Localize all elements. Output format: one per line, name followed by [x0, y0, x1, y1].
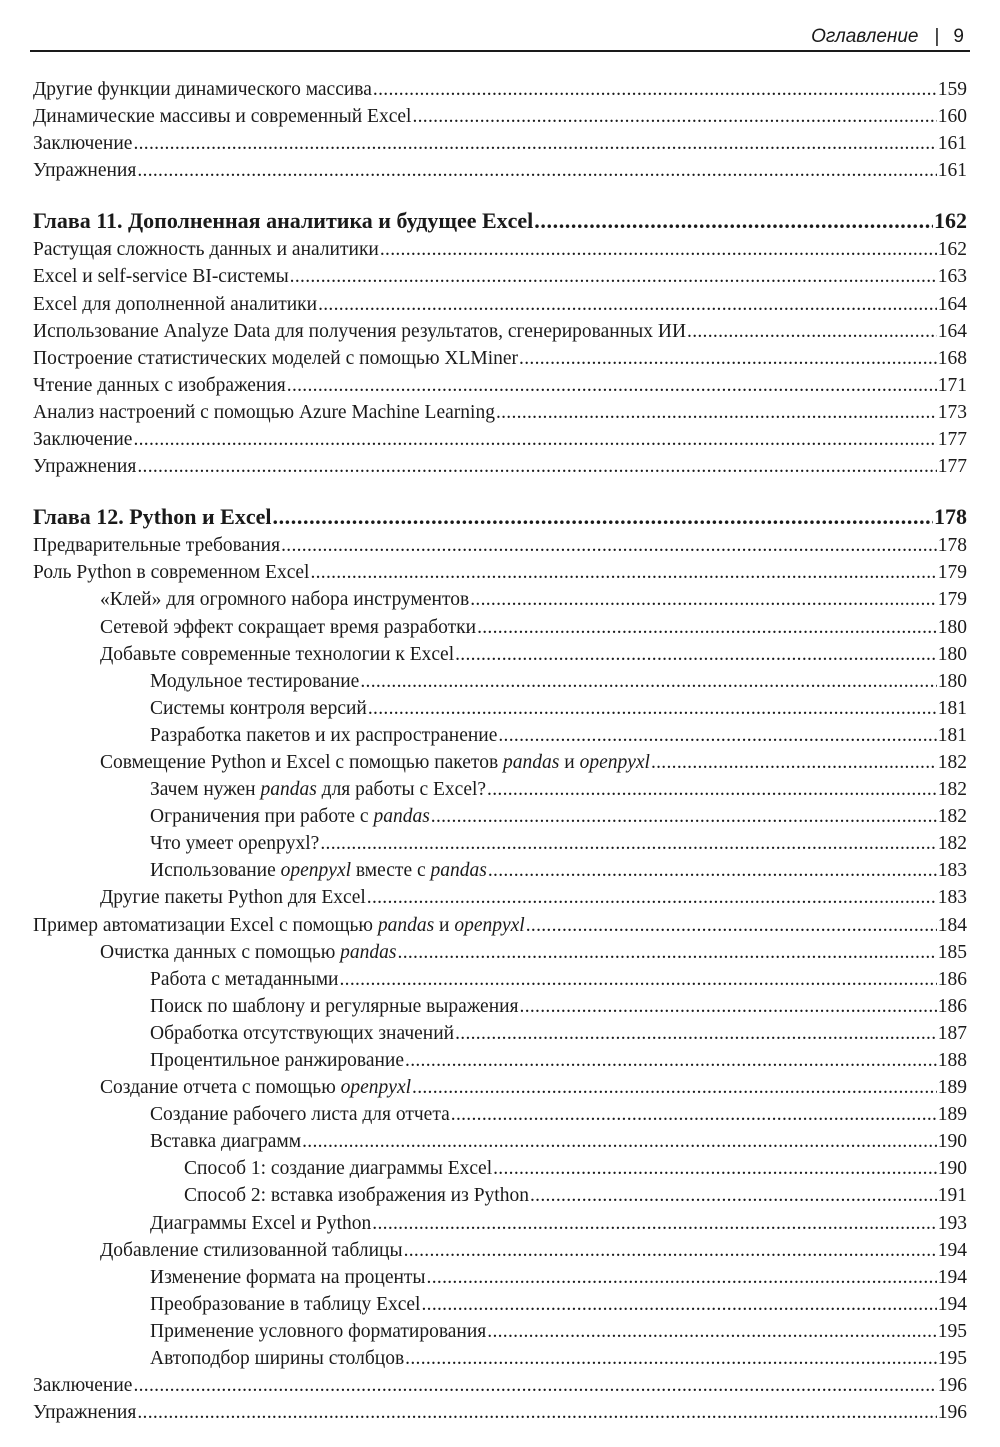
toc-entry[interactable] — [33, 884, 967, 911]
toc-title-italic-part: openpyxl — [340, 1077, 412, 1099]
toc-entry-title: Упражнения — [33, 1402, 137, 1424]
toc-entry-title: Создание рабочего листа для отчета — [150, 1104, 450, 1126]
toc-title-part: Зачем нужен — [150, 779, 261, 801]
toc-entry[interactable] — [33, 803, 967, 830]
toc-entry[interactable] — [33, 614, 967, 641]
toc-entry-title: Анализ настроений с помощью Azure Machine Learning — [33, 401, 495, 423]
toc-entry-page: 182 — [937, 833, 967, 855]
toc-entry[interactable] — [33, 318, 967, 345]
toc-entry-page: 164 — [937, 293, 967, 315]
toc-entry-title: Заключение — [33, 1375, 133, 1397]
toc-entry-page: 188 — [937, 1050, 967, 1071]
toc-entry[interactable] — [33, 641, 967, 668]
toc-entry-title: Применение условного форматирования — [150, 1320, 487, 1342]
dot-leader — [281, 532, 937, 559]
toc-title-italic-part: pandas — [503, 751, 560, 773]
toc-title-part: и — [559, 751, 580, 773]
dot-leader — [470, 586, 937, 613]
toc-entry[interactable] — [33, 1399, 967, 1426]
dot-leader — [487, 776, 937, 803]
toc-entry-title — [33, 912, 525, 939]
toc-entry-page: 159 — [937, 79, 967, 100]
toc-entry-page: 186 — [937, 995, 967, 1017]
page-number: 9 — [953, 26, 964, 47]
dot-leader — [519, 345, 937, 372]
toc-entry-page: 177 — [937, 429, 967, 451]
toc-entry-title: Сетевой эффект сокращает время разработки — [100, 616, 477, 638]
dot-leader — [339, 966, 936, 993]
toc-entry[interactable] — [33, 103, 967, 130]
toc-entry-page: 190 — [937, 1131, 967, 1153]
toc-entry[interactable] — [33, 1291, 967, 1318]
dot-leader — [451, 1101, 937, 1128]
toc-title-italic-part: pandas — [430, 860, 487, 882]
toc-entry-page: 189 — [937, 1104, 967, 1126]
toc-entry-title: Глава 11. Дополненная аналитика и будущее Excel — [33, 208, 534, 234]
dot-leader — [373, 76, 937, 103]
toc-title-italic-part: openpyxl — [280, 860, 352, 882]
toc-entry-page: 179 — [937, 589, 967, 611]
toc-entry[interactable] — [33, 1047, 967, 1074]
toc-entry-page: 196 — [937, 1375, 967, 1397]
toc-title-italic-part: pandas — [377, 914, 435, 936]
toc-entry[interactable] — [33, 263, 967, 290]
toc-entry[interactable] — [33, 345, 967, 372]
toc-entry[interactable] — [33, 426, 967, 453]
dot-leader — [133, 1372, 936, 1399]
running-head-title: Оглавление — [811, 26, 919, 47]
toc-entry-title — [150, 857, 487, 884]
toc-entry-page: 161 — [937, 133, 967, 155]
toc-entry-title: Чтение данных с изображения — [33, 374, 286, 396]
dot-leader — [320, 830, 936, 857]
dot-leader — [398, 939, 937, 966]
toc-entry-title: Вставка диаграмм — [150, 1131, 302, 1153]
toc-entry[interactable] — [33, 1237, 967, 1264]
toc-entry-page: 164 — [937, 320, 967, 342]
toc-entry[interactable] — [33, 559, 967, 586]
toc-entry-title: Другие функции динамического массива — [33, 79, 372, 100]
toc-entry-title: Добавьте современные технологии к Excel — [100, 643, 455, 665]
toc-entry-title: Модульное тестирование — [150, 670, 360, 692]
dot-leader — [137, 157, 936, 184]
toc-title-part: для работы с Excel? — [316, 779, 487, 801]
toc-entry[interactable] — [33, 1210, 967, 1237]
dot-leader — [380, 236, 937, 263]
dot-leader — [421, 1291, 936, 1318]
dot-leader — [287, 372, 937, 399]
dot-leader — [687, 318, 937, 345]
dot-leader — [496, 399, 937, 426]
toc-entry-page: 168 — [937, 347, 967, 369]
toc-entry[interactable] — [33, 695, 967, 722]
toc-entry-page: 183 — [937, 860, 967, 882]
toc-group — [33, 76, 967, 184]
dot-leader — [133, 130, 936, 157]
dot-leader — [498, 722, 936, 749]
toc-entry-page: 180 — [937, 643, 967, 665]
toc-entry[interactable] — [33, 532, 967, 559]
toc-title-part: Очистка данных с помощью — [100, 941, 341, 963]
toc-entry-title: Диаграммы Excel и Python — [150, 1212, 372, 1234]
toc-entry[interactable] — [33, 668, 967, 695]
toc-entry-title: Что умеет openpyxl? — [150, 833, 320, 855]
toc-entry-title: Изменение формата на проценты — [150, 1266, 426, 1288]
dot-leader — [455, 1020, 937, 1047]
toc-title-part: Пример автоматизации Excel с помощью — [33, 914, 378, 936]
toc-entry-title: Обработка отсутствующих значений — [150, 1022, 455, 1044]
toc-entry-page: 187 — [937, 1022, 967, 1044]
toc-entry-page: 194 — [937, 1293, 967, 1315]
toc-entry-page: 194 — [937, 1266, 967, 1288]
toc-entry[interactable] — [33, 912, 967, 939]
toc-entry[interactable] — [33, 1372, 967, 1399]
toc-entry-title: Предварительные требования — [33, 535, 281, 557]
toc-entry[interactable] — [33, 291, 967, 318]
toc-title-part: Создание отчета с помощью — [100, 1077, 341, 1099]
toc-entry-title: Упражнения — [33, 160, 137, 182]
toc-entry-title: Заключение — [33, 133, 133, 155]
toc-entry-title: Системы контроля версий — [150, 697, 367, 719]
table-of-contents — [33, 76, 967, 1426]
dot-leader — [520, 993, 937, 1020]
toc-entry-page: 195 — [937, 1348, 967, 1370]
toc-entry-page: 162 — [937, 239, 967, 261]
toc-entry-page: 194 — [937, 1239, 967, 1261]
dot-leader — [412, 1074, 937, 1101]
toc-entry-title: Растущая сложность данных и аналитики — [33, 239, 379, 261]
toc-entry[interactable] — [33, 722, 967, 749]
toc-entry[interactable] — [33, 857, 967, 884]
toc-title-italic-part: openpyxl — [454, 914, 525, 936]
toc-entry[interactable] — [33, 1101, 967, 1128]
toc-entry[interactable] — [33, 1074, 967, 1101]
dot-leader — [405, 1047, 937, 1074]
toc-title-part: и — [434, 914, 455, 936]
toc-entry[interactable] — [33, 130, 967, 157]
dot-leader — [302, 1128, 937, 1155]
toc-entry[interactable] — [33, 399, 967, 426]
toc-entry-page: 196 — [937, 1402, 967, 1424]
toc-entry[interactable] — [33, 830, 967, 857]
toc-entry-title: Заключение — [33, 429, 133, 451]
toc-entry[interactable] — [33, 993, 967, 1020]
toc-entry-title: Процентильное ранжирование — [150, 1050, 405, 1071]
toc-title-part: вместе с — [351, 860, 431, 882]
dot-leader — [487, 1318, 936, 1345]
toc-title-italic-part: pandas — [260, 779, 317, 801]
toc-entry-title: «Клей» для огромного набора инструментов — [100, 589, 470, 611]
toc-entry[interactable] — [33, 236, 967, 263]
toc-entry-page: 189 — [937, 1077, 967, 1099]
toc-entry-page: 173 — [937, 401, 967, 423]
toc-entry-page: 162 — [934, 208, 967, 234]
toc-entry-page: 182 — [937, 751, 967, 773]
toc-entry-title: Excel для дополненной аналитики — [33, 293, 318, 315]
dot-leader — [455, 641, 937, 668]
toc-entry-page: 186 — [937, 968, 967, 990]
toc-title-part: Использование — [150, 860, 281, 882]
dot-leader — [488, 857, 937, 884]
toc-entry-page: 183 — [937, 887, 967, 909]
toc-entry-page: 179 — [937, 562, 967, 584]
dot-leader — [412, 103, 936, 130]
toc-entry-page: 180 — [937, 670, 967, 692]
toc-entry-page: 180 — [937, 616, 967, 638]
toc-entry-page: 193 — [937, 1212, 967, 1234]
toc-chapter-entry[interactable] — [33, 206, 967, 236]
toc-entry[interactable] — [33, 1155, 967, 1182]
dot-leader — [290, 263, 937, 290]
toc-title-italic-part: pandas — [340, 941, 397, 963]
toc-entry-title: Добавление стилизованной таблицы — [100, 1239, 403, 1261]
dot-leader — [367, 884, 937, 911]
dot-leader — [372, 1210, 936, 1237]
dot-leader — [310, 559, 936, 586]
toc-entry-page: 191 — [937, 1185, 967, 1207]
toc-entry[interactable] — [33, 776, 967, 803]
dot-leader — [368, 695, 937, 722]
dot-leader — [360, 668, 936, 695]
toc-entry-page: 181 — [937, 697, 967, 719]
toc-entry-page: 161 — [937, 160, 967, 182]
toc-entry-title — [150, 776, 486, 803]
toc-entry-page: 195 — [937, 1320, 967, 1342]
toc-entry-page: 190 — [937, 1158, 967, 1180]
toc-entry[interactable] — [33, 939, 967, 966]
toc-entry-page: 177 — [937, 456, 967, 478]
toc-entry-title: Роль Python в современном Excel — [33, 562, 310, 584]
dot-leader — [404, 1237, 937, 1264]
toc-entry[interactable] — [33, 749, 967, 776]
toc-entry[interactable] — [33, 1264, 967, 1291]
toc-entry[interactable] — [33, 76, 967, 103]
toc-title-part: Совмещение Python и Excel с помощью пакетов — [100, 751, 504, 773]
toc-entry[interactable] — [33, 1020, 967, 1047]
toc-title-italic-part: pandas — [373, 806, 430, 828]
dot-leader — [318, 291, 937, 318]
toc-entry[interactable] — [33, 372, 967, 399]
toc-entry-title: Работа с метаданными — [150, 968, 339, 990]
toc-entry[interactable] — [33, 157, 967, 184]
dot-leader — [272, 502, 933, 532]
toc-entry-title: Упражнения — [33, 456, 137, 478]
toc-entry[interactable] — [33, 586, 967, 613]
toc-title-part: Ограничения при работе с — [150, 806, 374, 828]
dot-leader — [493, 1155, 937, 1182]
toc-entry-title: Разработка пакетов и их распространение — [150, 724, 498, 746]
toc-entry-page: 163 — [937, 266, 967, 288]
toc-entry-title: Динамические массивы и современный Excel — [33, 106, 412, 128]
toc-entry-page: 185 — [937, 941, 967, 963]
toc-entry[interactable] — [33, 1182, 967, 1209]
toc-entry-page: 184 — [937, 914, 967, 936]
dot-leader — [530, 1182, 937, 1209]
dot-leader — [137, 1399, 936, 1426]
toc-entry-page: 178 — [937, 535, 967, 557]
toc-entry-title — [100, 1074, 411, 1101]
toc-group — [33, 502, 967, 1426]
toc-entry-title: Другие пакеты Python для Excel — [100, 887, 366, 909]
toc-entry[interactable] — [33, 1318, 967, 1345]
running-head — [30, 24, 970, 52]
toc-title-italic-part: openpyxl — [579, 751, 650, 773]
dot-leader — [534, 206, 933, 236]
dot-leader — [431, 803, 937, 830]
toc-entry-page: 181 — [937, 724, 967, 746]
dot-leader — [427, 1264, 937, 1291]
toc-entry-page: 160 — [937, 106, 967, 128]
toc-entry-page: 182 — [937, 806, 967, 828]
dot-leader — [137, 453, 936, 480]
dot-leader — [477, 614, 937, 641]
toc-entry-page: 178 — [934, 504, 967, 530]
toc-entry-title: Построение статистических моделей с помощью XLMiner — [33, 347, 519, 369]
toc-entry-title — [100, 749, 650, 776]
running-head-separator: | — [934, 26, 940, 47]
toc-entry-title: Способ 2: вставка изображения из Python — [184, 1185, 529, 1207]
toc-entry-title: Excel и self-service BI-системы — [33, 266, 289, 288]
toc-entry-page: 182 — [937, 779, 967, 801]
toc-entry-title: Использование Analyze Data для получения результатов, сгенерированных ИИ — [33, 320, 687, 342]
dot-leader — [405, 1345, 937, 1372]
dot-leader — [526, 912, 937, 939]
toc-entry-title: Автоподбор ширины столбцов — [150, 1348, 405, 1370]
toc-entry[interactable] — [33, 966, 967, 993]
dot-leader — [651, 749, 937, 776]
toc-entry-title: Способ 1: создание диаграммы Excel — [184, 1158, 493, 1180]
toc-entry-title: Преобразование в таблицу Excel — [150, 1293, 421, 1315]
toc-entry-title — [100, 939, 397, 966]
toc-entry-title — [150, 803, 430, 830]
toc-entry[interactable] — [33, 1128, 967, 1155]
toc-entry-title: Поиск по шаблону и регулярные выражения — [150, 995, 519, 1017]
toc-entry-page: 171 — [937, 374, 967, 396]
toc-chapter-entry[interactable] — [33, 502, 967, 532]
toc-group — [33, 206, 967, 480]
dot-leader — [133, 426, 936, 453]
toc-entry[interactable] — [33, 453, 967, 480]
toc-entry-title: Глава 12. Python и Excel — [33, 504, 272, 530]
toc-entry[interactable] — [33, 1345, 967, 1372]
